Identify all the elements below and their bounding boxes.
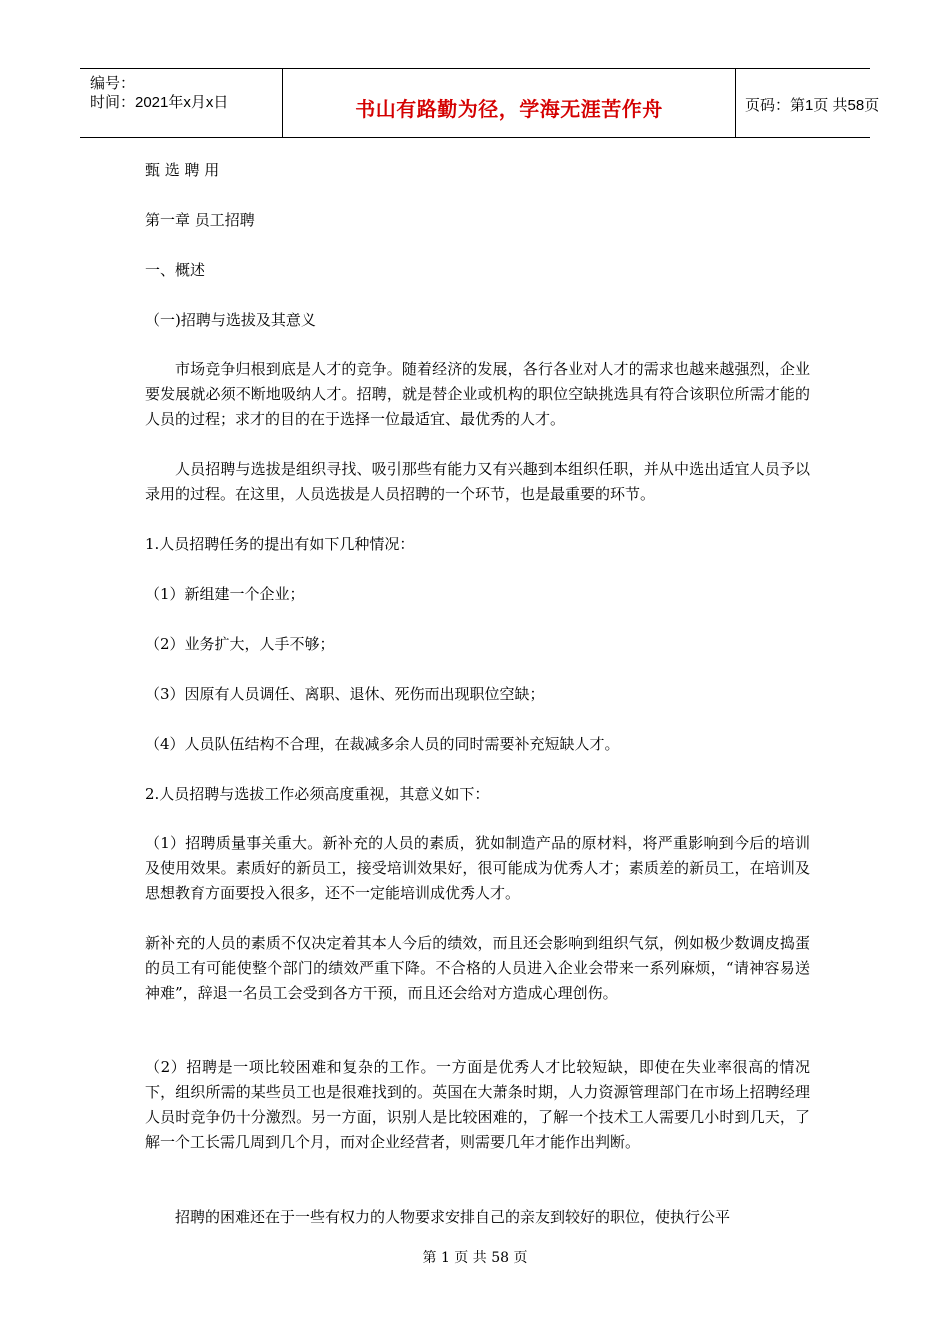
list-item-case-1: （1）新组建一个企业； <box>145 585 305 603</box>
list-item-point-2: （2）招聘是一项比较困难和复杂的工作。一方面是优秀人才比较短缺，即使在失业率很高的情况下，组织所需的某些员工也是很难找到的。英国在大萧条时期，人力资源管理部门在市场上招聘经理人员时竞争仍十分激烈。另一方面，识别人是比较困难的，了解一个技术工人需要几小时到几天，了解一个工长需几周到几个月，而对企业经营者，则需要几年才能作出判断。 <box>145 1058 810 1151</box>
paragraph-1: 市场竞争归根到底是人才的竞争。随着经济的发展，各行各业对人才的需求也越来越强烈，企业要发展就必须不断地吸纳人才。招聘，就是替企业或机构的职位空缺挑选具有符合该职位所需才能的人员的过程；求才的目的在于选择一位最适宜、最优秀的人才。 <box>145 360 810 428</box>
list-item-case-3: （3）因原有人员调任、离职、退休、死伤而出现职位空缺； <box>145 685 545 703</box>
section-heading: 一、概述 <box>145 261 206 279</box>
paragraph-3: 新补充的人员的素质不仅决定着其本人今后的绩效，而且还会影响到组织气氛，例如极少数调皮捣蛋的员工有可能使整个部门的绩效严重下降。不合格的人员进入企业会带来一系列麻烦，“请神容易送神难”，辞退一名员工会受到各方干预，而且还会给对方造成心理创伤。 <box>145 934 810 1002</box>
header-page-cell <box>735 69 880 137</box>
header-meta-cell <box>80 69 282 137</box>
document-title: 甄 选 聘 用 <box>145 161 220 179</box>
list-heading-1: 1.人员招聘任务的提出有如下几种情况： <box>145 535 415 553</box>
subsection-heading: （一)招聘与选拔及其意义 <box>145 311 316 329</box>
document-date: 时间：2021年x月x日 <box>90 94 229 111</box>
chapter-heading: 第一章 员工招聘 <box>145 211 255 229</box>
list-item-point-1: （1）招聘质量事关重大。新补充的人员的素质，犹如制造产品的原材料，将严重影响到今后的培训及使用效果。素质好的新员工，接受培训效果好，很可能成为优秀人才；素质差的新员工，在培训及思想教育方面要投入很多，还不一定能培训成优秀人才。 <box>145 834 810 902</box>
page-header <box>80 68 880 138</box>
header-motto-cell <box>282 69 736 137</box>
header-motto: 书山有路勤为径，学海无涯苦作舟 <box>355 97 663 121</box>
paragraph-4: 招聘的困难还在于一些有权力的人物要求安排自己的亲友到较好的职位，使执行公平 <box>175 1208 731 1226</box>
list-item-case-2: （2）业务扩大，人手不够； <box>145 635 335 653</box>
list-heading-2: 2.人员招聘与选拔工作必须高度重视，其意义如下： <box>145 785 490 803</box>
paragraph-2: 人员招聘与选拔是组织寻找、吸引那些有能力又有兴趣到本组织任职，并从中选出适宜人员予以录用的过程。在这里，人员选拔是人员招聘的一个环节，也是最重要的环节。 <box>145 460 810 503</box>
document-number-label: 编号： <box>90 75 136 92</box>
page-footer: 第 1 页 共 58 页 <box>422 1250 528 1266</box>
header-page-info: 页码：第1页 共58页 <box>745 97 880 114</box>
list-item-case-4: （4）人员队伍结构不合理，在裁减多余人员的同时需要补充短缺人才。 <box>145 735 620 753</box>
